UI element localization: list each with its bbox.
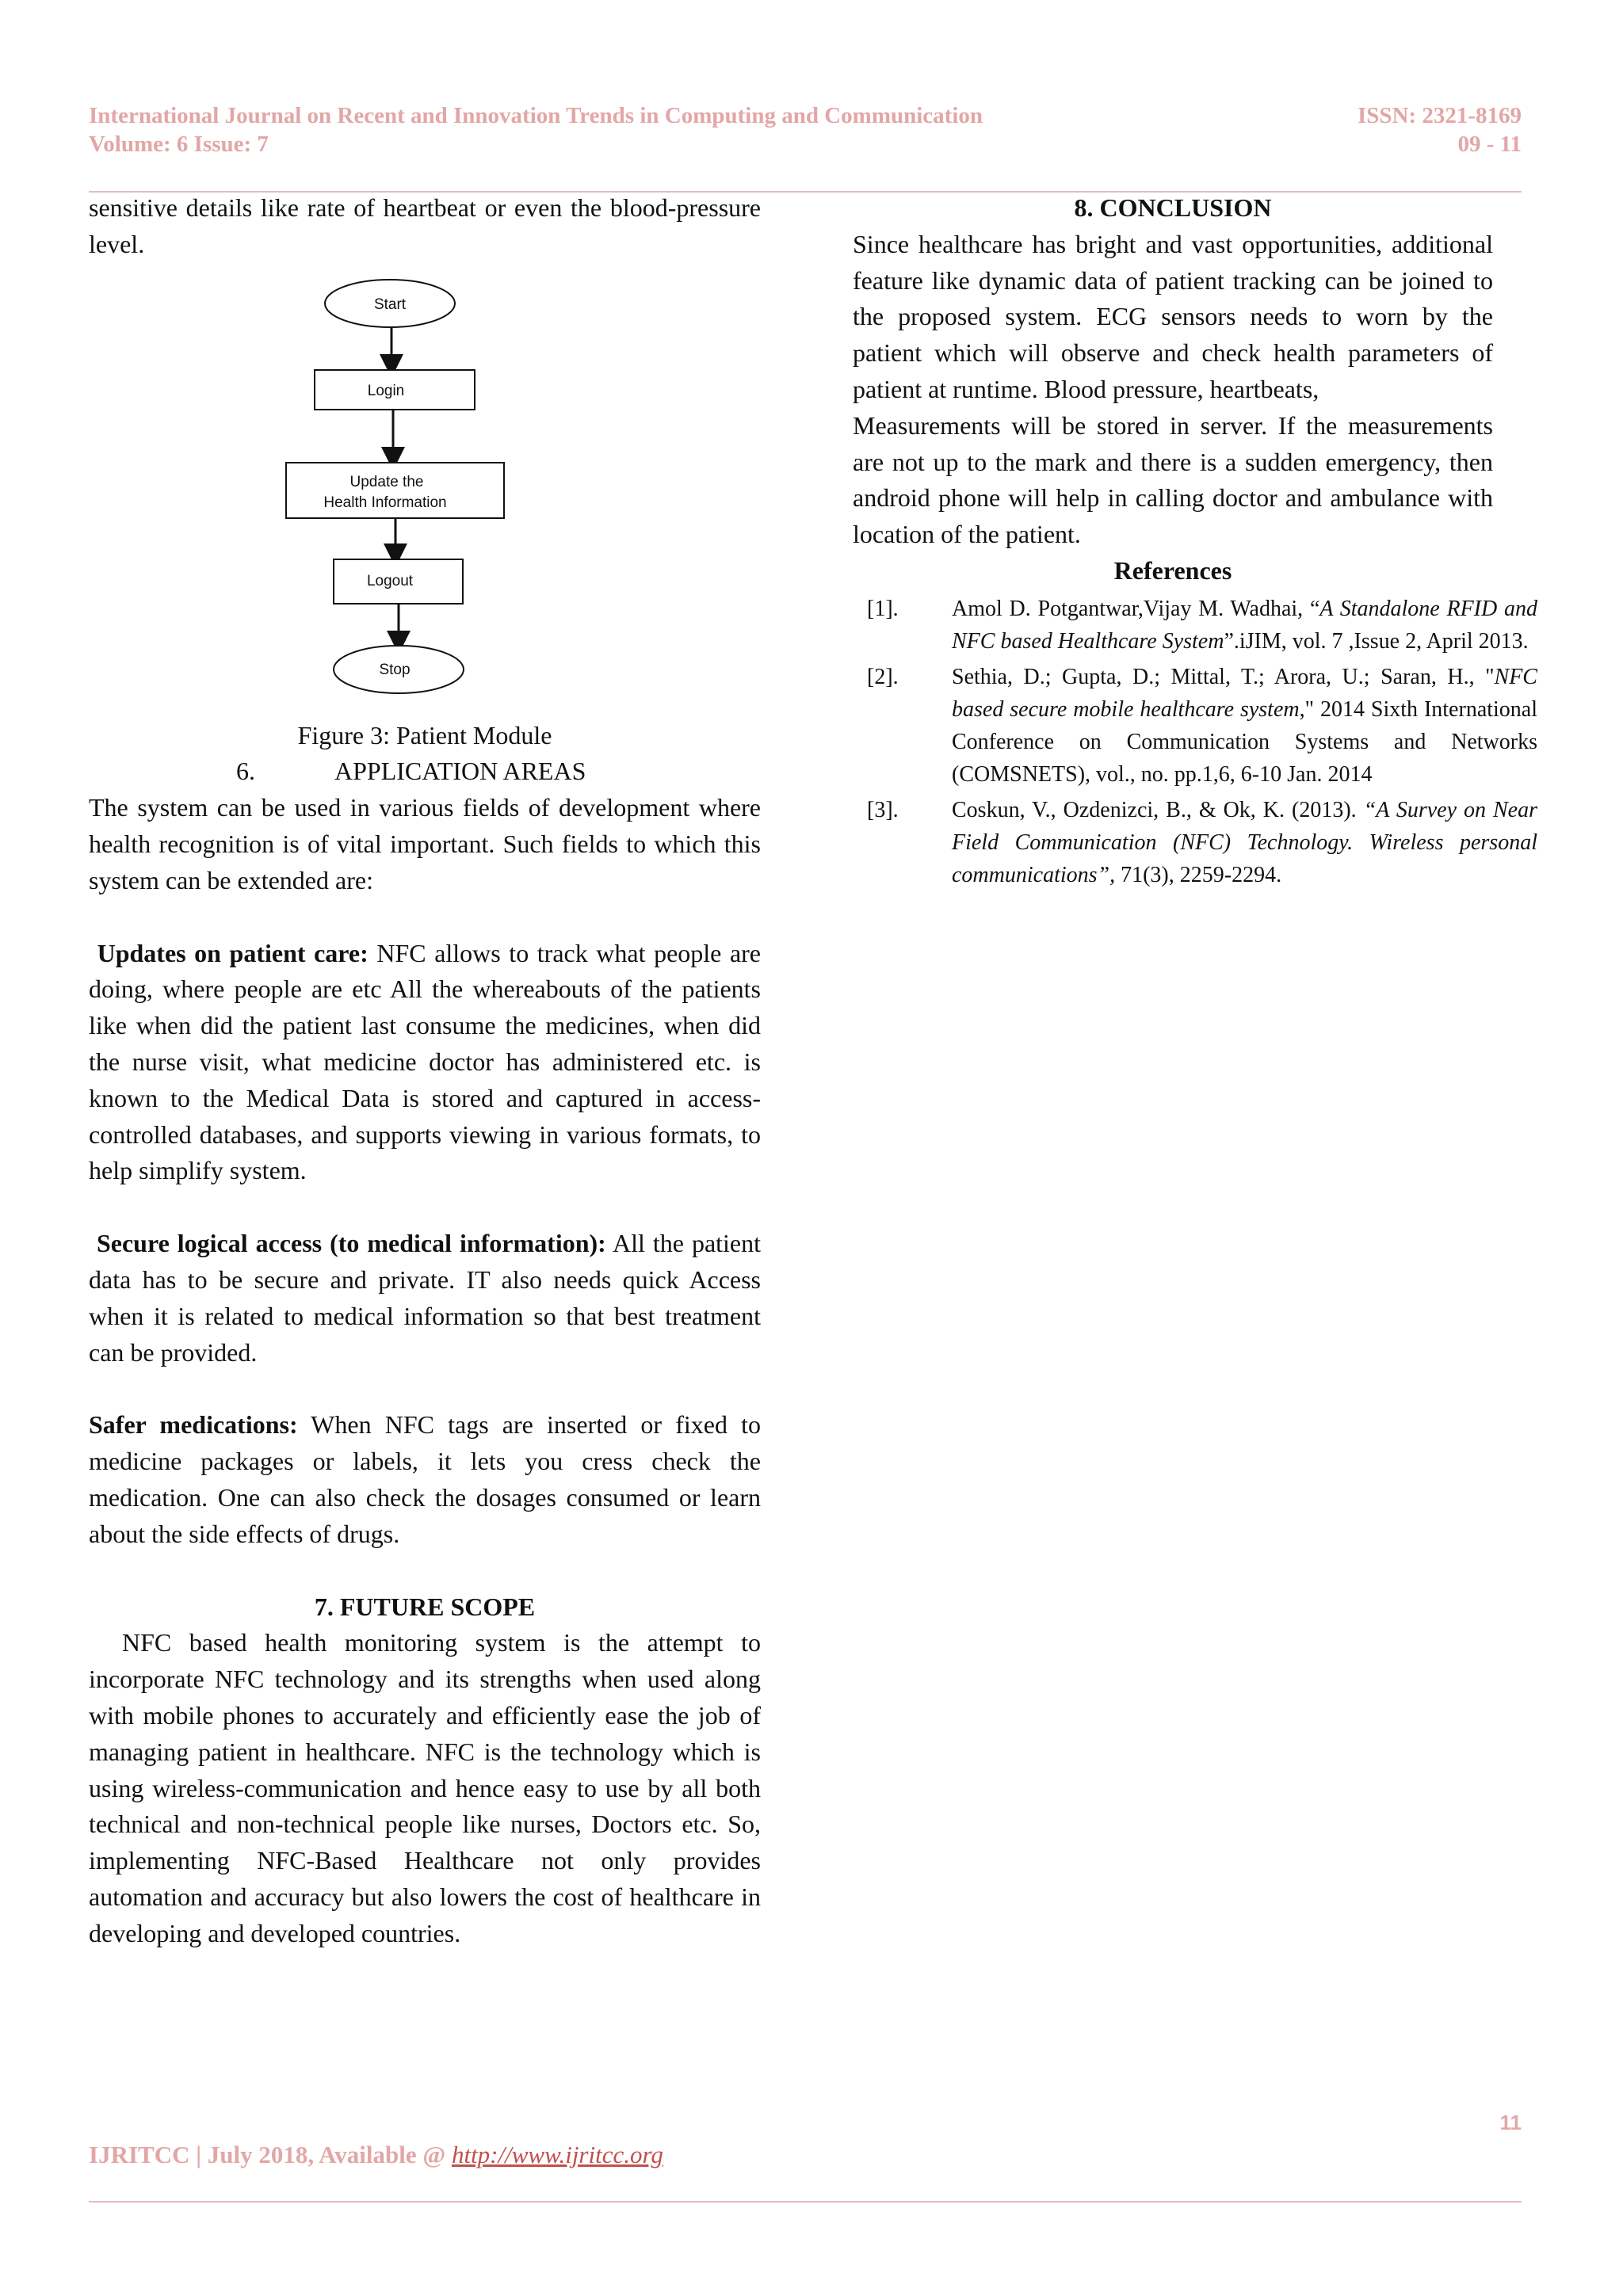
secure-access-text: All the patient data has to be secure and private. IT also needs quick Access when it is related to medical information so that best treatment can be provided. (89, 1229, 762, 1367)
updates-text: NFC allows to track what people are doing, where people are etc All the whereabouts of the patients like when did the patient last consume the medicines, when did the nurse visit, what medicine doctor has administered etc. is known to the Medical Data is stored and captured in access-controlled databases, and supports viewing in various formats, to help simplify system. (89, 938, 762, 1185)
conclusion-heading: 8. CONCLUSION (1074, 193, 1272, 222)
reference-authors: Sethia, D.; Gupta, D.; Mittal, T.; Arora, U.; Saran, H., " (952, 664, 1495, 689)
section-6-title: APPLICATION AREAS (334, 757, 586, 786)
reference-source: ," 2014 Sixth International Conference on Communication Systems and Networks (COMSNETS), vol., no. pp.1,6, 6-10 Jan. 2014 (952, 696, 1538, 787)
safer-medications-paragraph (89, 1407, 761, 1552)
reference-item (867, 794, 1537, 891)
patient-module-flowchart (89, 273, 761, 730)
reference-title: “A Survey on Near Field Communication (NFC) Technology. Wireless personal communications”, (952, 797, 1537, 887)
journal-volume: Volume: 6 Issue: 7 (89, 132, 269, 157)
reference-title: NFC based secure mobile healthcare system (952, 664, 1537, 722)
secure-access-paragraph (89, 1226, 761, 1371)
reference-source: ”.iJIM, vol. 7 ,Issue 2, April 2013. (1224, 628, 1529, 654)
safer-medications-heading: Safer medications: (89, 1410, 298, 1440)
flow-update-label-1: Update the (349, 473, 424, 490)
conclusion-paragraph-2: Measurements will be stored in server. If the measurements are not up to the mark and there is a sudden emergency, then android phone will help in calling doctor and ambulance with location of the patient. (853, 410, 1493, 549)
section-6-heading (89, 753, 761, 790)
reference-text (952, 794, 1537, 891)
right-column (853, 190, 1538, 891)
page-range: 09 - 11 (1457, 132, 1522, 157)
figure-caption: Figure 3: Patient Module (297, 720, 552, 749)
header-right (1358, 101, 1522, 158)
flow-stop-label: Stop (379, 661, 411, 678)
reference-number: [3]. (867, 797, 899, 822)
application-areas-text: The system can be used in various fields of development where health recognition is of vital important. Such fields to which this system can be extended are: (89, 793, 761, 894)
page-number: 11 (1499, 2111, 1522, 2134)
secure-access-heading: Secure logical access (to medical information): (96, 1229, 606, 1258)
flow-logout-label: Logout (366, 572, 414, 589)
future-scope-heading: 7. FUTURE SCOPE (314, 1592, 536, 1621)
flow-start-label: Start (373, 296, 407, 313)
reference-number: [2]. (867, 664, 899, 689)
reference-item (867, 661, 1537, 791)
journal-issn: ISSN: 2321-8169 (1357, 103, 1522, 128)
references-heading: References (1113, 555, 1232, 585)
future-scope-text: NFC based health monitoring system is the attempt to incorporate NFC technology and its strengths when used along with mobile phones to accurately and efficiently ease the job of managing patient in healthcare. NFC is the technology which is using wireless-communication and hence easy to use by all both technical and non-technical people like nurses, Doctors etc. So, implementing NFC-Based Healthcare not only provides automation and accuracy but also lowers the cost of healthcare in developing and developed countries. (89, 1628, 761, 1947)
header-left (89, 101, 983, 158)
journal-name: International Journal on Recent and Innovation Trends in Computing and Communication (89, 103, 983, 128)
updates-heading: Updates on patient care: (97, 938, 369, 967)
reference-source: 71(3), 2259-2294. (1115, 862, 1282, 887)
reference-text (952, 661, 1537, 791)
reference-authors: Coskun, V., Ozdenizci, B., & Ok, K. (2013). (952, 797, 1364, 822)
references-list (867, 593, 1537, 891)
footer-link[interactable]: http://www.ijritcc.org (451, 2141, 663, 2168)
section-6-number: 6. (236, 757, 255, 786)
intro-paragraph: sensitive details like rate of heartbeat or even the blood-pressure level. (89, 193, 761, 258)
reference-title: A Standalone RFID and NFC based Healthcare System (952, 596, 1537, 654)
flow-update-label-2: Health Information (323, 494, 447, 511)
reference-number: [1]. (867, 596, 899, 621)
safer-medications-text: When NFC tags are inserted or fixed to medicine packages or labels, it lets you cress check the medication. One can also check the dosages consumed or learn about the side effects of drugs. (89, 1410, 762, 1548)
footer-divider (89, 2201, 1522, 2203)
left-column (89, 190, 761, 1952)
reference-text (952, 593, 1537, 658)
page-footer (89, 2141, 663, 2169)
flow-login-label: Login (367, 382, 405, 399)
reference-authors: Amol D. Potgantwar,Vijay M. Wadhai, “ (952, 596, 1320, 621)
updates-paragraph (89, 936, 761, 1190)
footer-text: IJRITCC | July 2018, Available @ (89, 2141, 452, 2168)
reference-item (867, 593, 1537, 658)
conclusion-paragraph-1: Since healthcare has bright and vast opportunities, additional feature like dynamic data of patient tracking can be joined to the proposed system. ECG sensors needs to worn by the patient which will observe and check health parameters of patient at runtime. Blood pressure, heartbeats, (853, 229, 1493, 403)
